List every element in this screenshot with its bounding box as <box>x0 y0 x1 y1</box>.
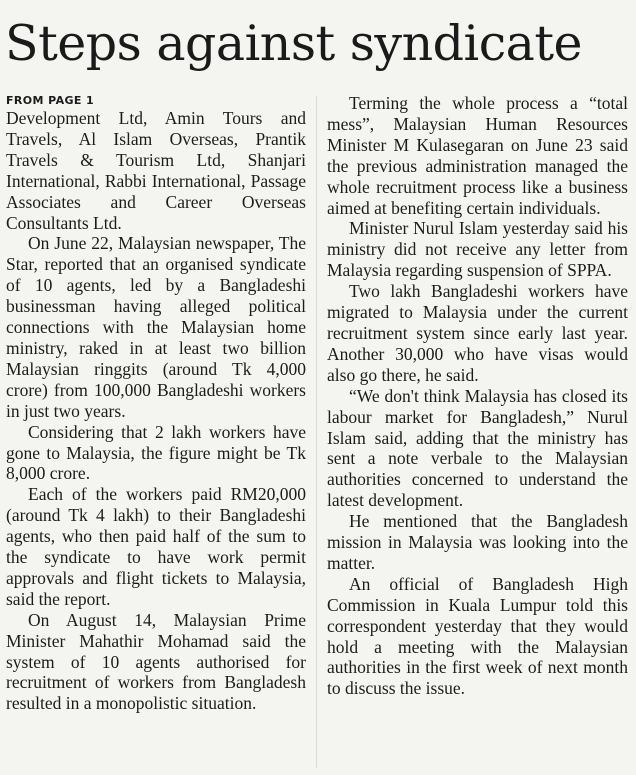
paragraph: An official of Bangladesh High Commission in Kuala Lumpur told this correspondent yesterday that they would hold a meeting with the Malaysian authorities in the first week of next month to discuss the issue. <box>327 573 628 699</box>
paragraph: Minister Nurul Islam yesterday said his ministry did not receive any letter from Malaysia regarding suspension of SPPA. <box>327 218 628 281</box>
paragraph: “We don't think Malaysia has closed its labour market for Bangladesh,” Nurul Islam said, adding that the ministry has sent a note verbale to the Malaysian authorities concerned to understand the latest development. <box>327 385 628 511</box>
paragraph: On August 14, Malaysian Prime Minister Mahathir Mohamad said the system of 10 agents authorised for recruitment of workers from Bangladesh resulted in a monopolistic situation. <box>6 609 306 714</box>
jump-kicker: FROM PAGE 1 <box>6 94 95 107</box>
article-column-right <box>327 93 628 699</box>
paragraph: Two lakh Bangladeshi workers have migrated to Malaysia under the current recruitment system since early last year. Another 30,000 who have visas would also go there, he said. <box>327 281 628 385</box>
article-column-left <box>6 94 306 714</box>
paragraph: Considering that 2 lakh workers have gone to Malaysia, the figure might be Tk 8,000 crore. <box>6 421 306 484</box>
column-divider <box>316 96 317 768</box>
paragraph: He mentioned that the Bangladesh mission in Malaysia was looking into the matter. <box>327 511 628 573</box>
paragraph: Each of the workers paid RM20,000 (around Tk 4 lakh) to their Bangladeshi agents, who then paid half of the sum to the syndicate to have work permit approvals and flight tickets to Malaysia, said the report. <box>6 484 306 609</box>
paragraph: Terming the whole process a “total mess”, Malaysian Human Resources Minister M Kulasegaran on June 23 said the previous administration managed the whole recruitment process like a business aimed at benefiting certain individuals. <box>327 93 628 218</box>
paragraph: On June 22, Malaysian newspaper, The Star, reported that an organised syndicate of 10 agents, led by a Bangladeshi businessman having alleged political connections with the Malaysian home ministry, raked in at least two billion Malaysian ringgits (around Tk 4,000 crore) from 100,000 Bangladeshi workers in just two years. <box>6 233 306 421</box>
paragraph: Development Ltd, Amin Tours and Travels, Al Islam Overseas, Prantik Travels & Tourism Ltd, Shanjari International, Rabbi International, Passage Associates and Career Overseas Consultants Ltd. <box>6 108 306 233</box>
headline: Steps against syndicate <box>5 15 583 72</box>
